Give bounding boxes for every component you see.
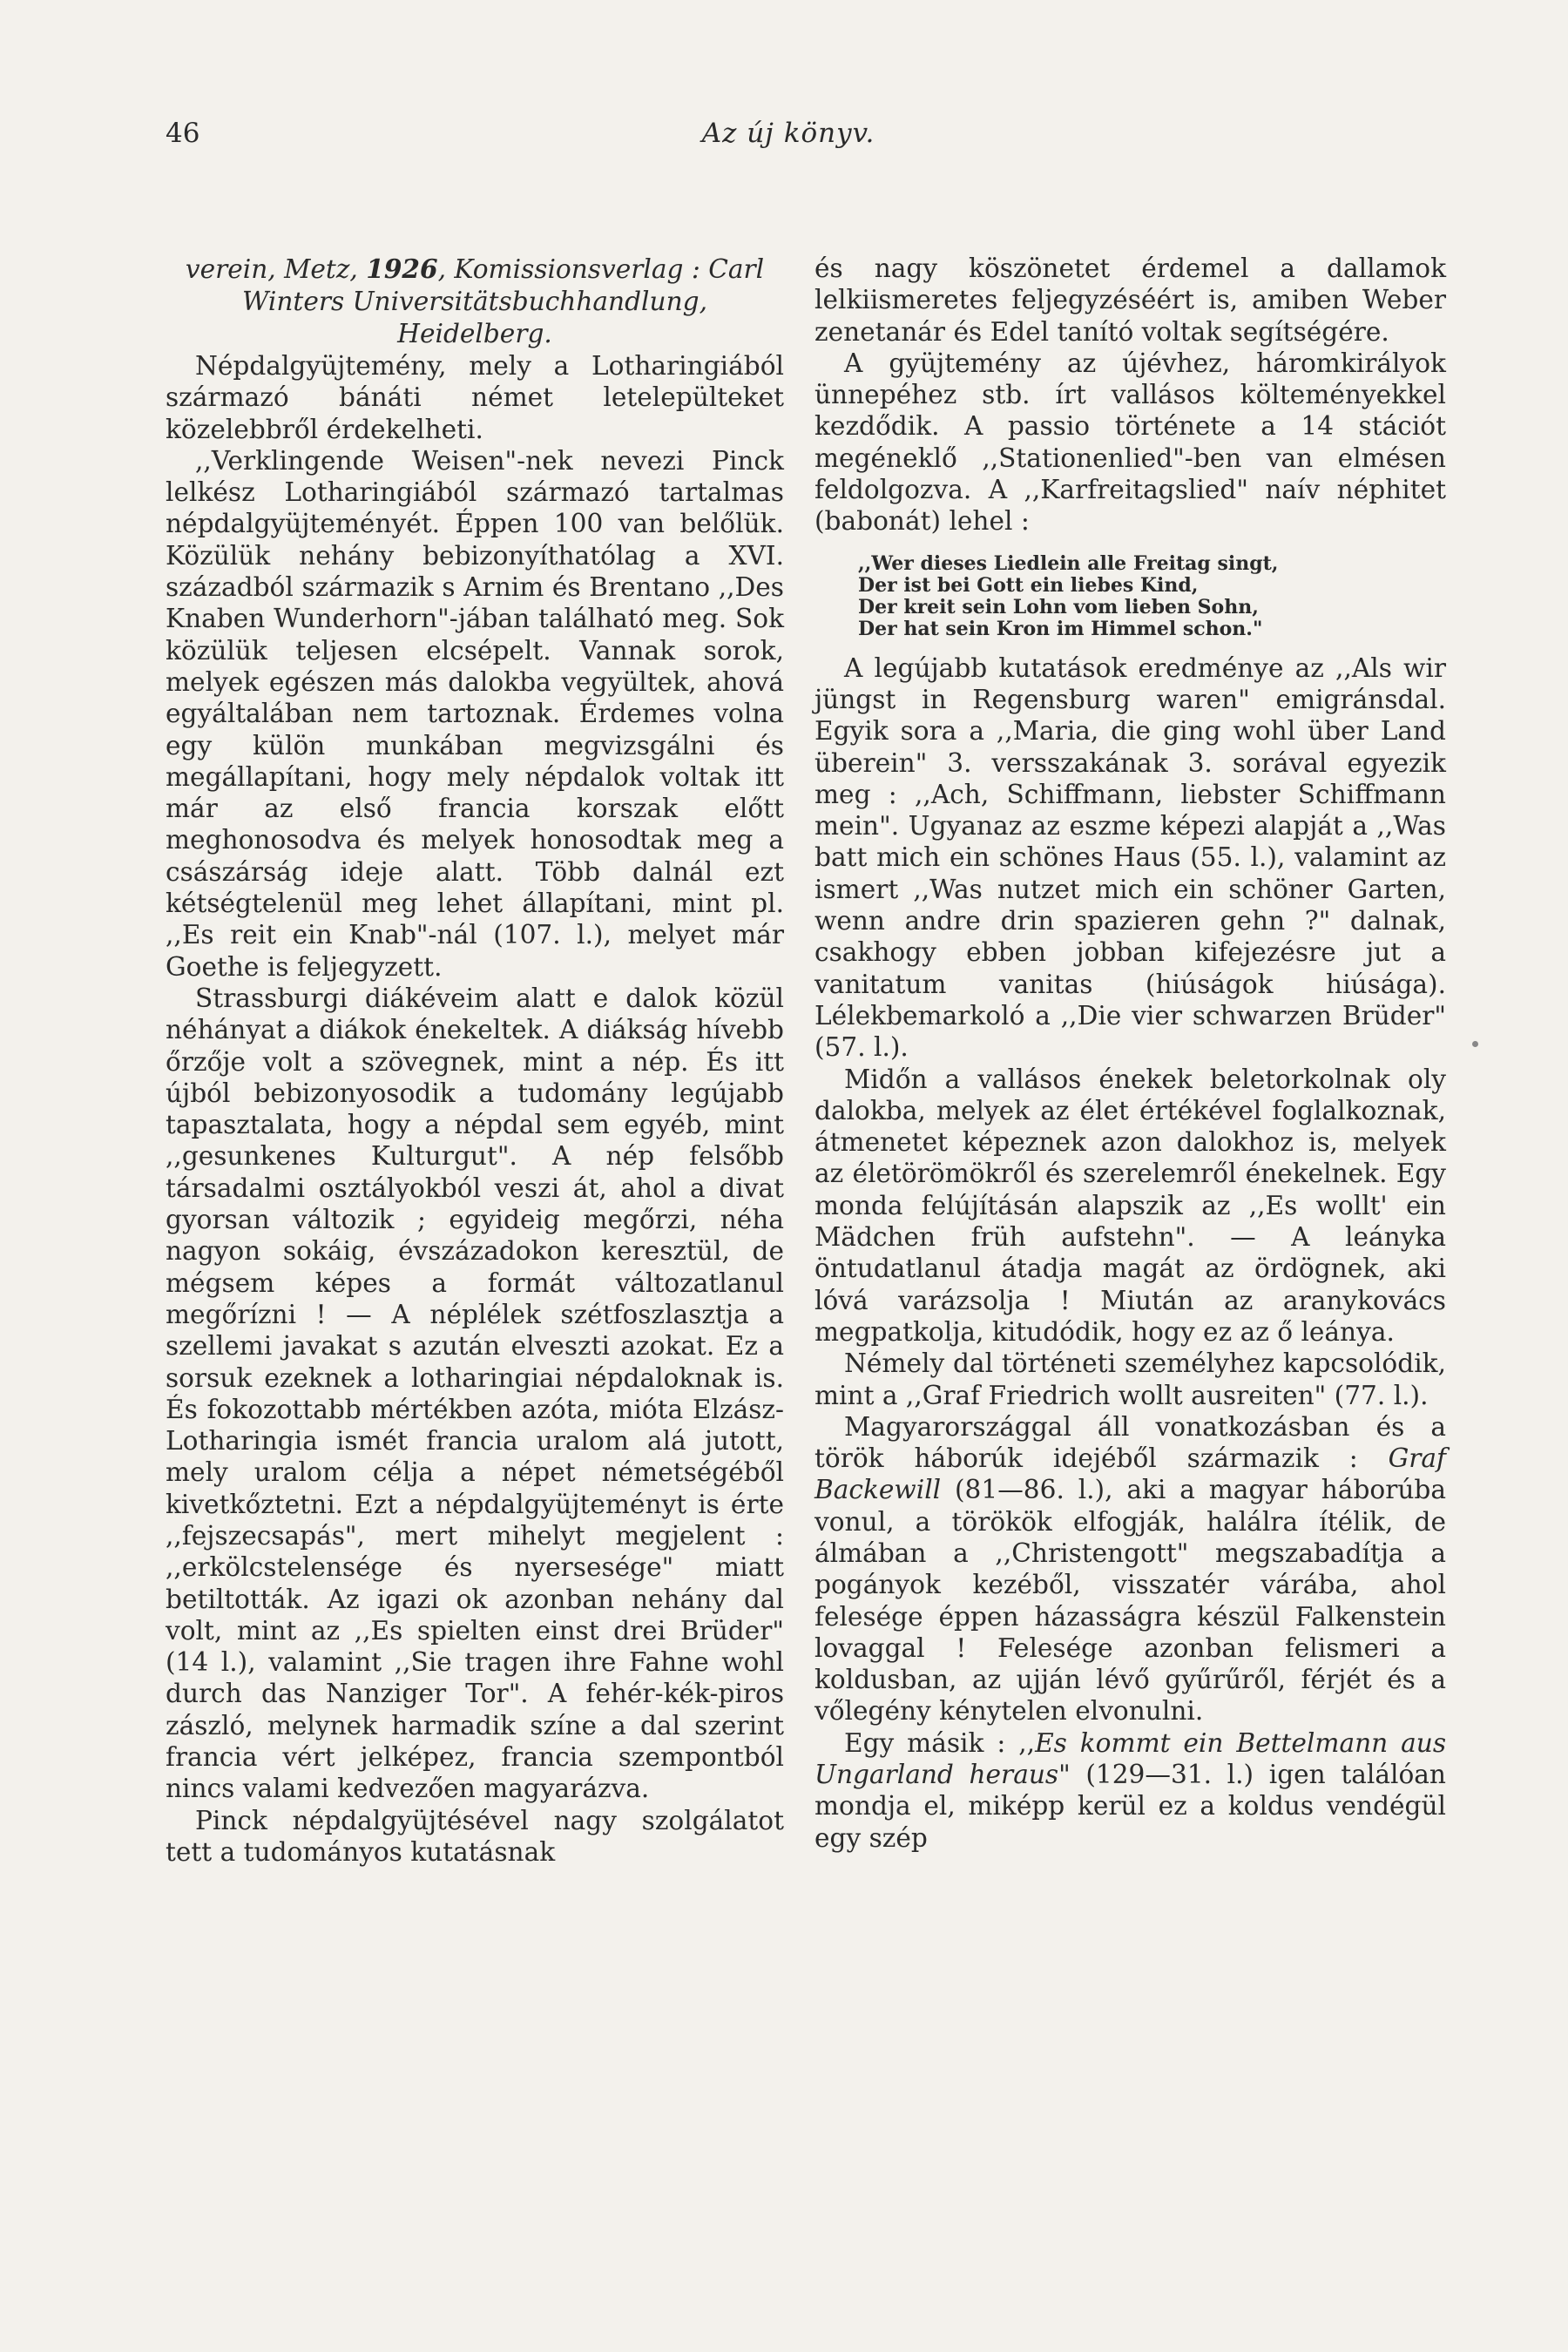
paragraph: Némely dal történeti személyhez kapcsolódik, mint a ,,Graf Friedrich wollt ausreiten" (77. l.). xyxy=(814,1348,1446,1410)
song-title: Es kommt ein Bettelmann aus Ungarland heraus xyxy=(814,1727,1447,1790)
paragraph: Midőn a vallásos énekek beletorkolnak oly dalokba, melyek az élet értékével foglalkoznak, átmenetet képeznek azon dalokhoz is, melyek az életörömökről és szerelemről énekelnek. Egy monda felújításán alapszik az ,,Es wollt' ein Mädchen früh aufstehn". — A leányka öntudatlanul átadja magát az ördögnek, aki lóvá varázsolja ! Miután az aranykovács megpatkolja, kitudódik, hogy ez az ő leánya. xyxy=(814,1064,1446,1347)
paragraph: Pinck népdalgyüjtésével nagy szolgálatot tett a tudományos kutatásnak xyxy=(166,1805,784,1867)
page-mark xyxy=(1472,1041,1478,1047)
right-column xyxy=(814,253,1446,1854)
paragraph xyxy=(814,1727,1446,1854)
paragraph: A gyüjtemény az újévhez, háromkirályok ünnepéhez stb. írt vallásos költeményekkel kezdődik. A passio története a 14 stációt megéneklő ,,Stationenlied"-ben van elmésen feldolgozva. A ,,Karfreitagslied" naív néphitet (babonát) lehel : xyxy=(814,348,1446,537)
page-number: 46 xyxy=(166,118,200,149)
poem-line: ,,Wer dieses Liedlein alle Freitag singt, xyxy=(858,551,1279,575)
bibliographic-entry xyxy=(166,253,784,350)
biblio-part: , Komissionsverlag : Carl Winters Universitätsbuchhandlung, Heidelberg. xyxy=(242,254,765,348)
page-header xyxy=(166,118,1411,170)
poem-line: Der ist bei Gott ein liebes Kind, xyxy=(858,573,1199,597)
poem-line: Der hat sein Kron im Himmel schon." xyxy=(858,617,1263,640)
paragraph: ,,Verklingende Weisen"-nek nevezi Pinck lelkész Lotharingiából származó tartalmas népdalgyüjteményét. Éppen 100 van belőlük. Közülük nehány bebizonyíthatólag a XVI. századból származik s Arnim és Brentano ,,Des Knaben Wunderhorn"-jában található meg. Sok közülük teljesen elcsépelt. Vannak sorok, melyek egészen más dalokba vegyültek, ahová egyáltalában nem tartoznak. Érdemes volna egy külön munkában megvizsgálni és megállapítani, hogy mely népdalok voltak itt már az első francia korszak előtt meghonosodva és melyek honosodtak meg a császárság ideje alatt. Több dalnál ezt kétségtelenül meg lehet állapítani, mint pl. ,,Es reit ein Knab"-nál (107. l.), melyet már Goethe is feljegyzett. xyxy=(166,445,784,982)
paragraph: Strassburgi diákéveim alatt e dalok közül néhányat a diákok énekeltek. A diákság hívebb őrzője volt a szövegnek, mint a nép. És itt újból bebizonyosodik a tudomány legújabb tapasztalata, hogy a népdal sem egyéb, mint ,,gesunkenes Kulturgut". A nép felsőbb társadalmi osztályokból veszi át, ahol a divat gyorsan változik ; egyideig megőrzi, néha nagyon sokáig, évszázadokon keresztül, de mégsem képes a formát változatlanul megőrízni ! — A néplélek szétfoszlasztja a szellemi javakat s azután elveszti azokat. Ez a sorsuk ezeknek a lotharingiai népdaloknak is. És fokozottabb mértékben azóta, mióta Elzász-Lotharingia ismét francia uralom alá jutott, mely uralom célja a népet németségéből kivetkőztetni. Ezt a népdalgyüjteményt is érte ,,fejszecsapás", mert mihelyt megjelent : ,,erkölcstelensége és nyersesége" miatt betiltották. Az igazi ok azonban nehány dal volt, mint az ,,Es spielten einst drei Brüder" (14 l.), valamint ,,Sie tragen ihre Fahne wohl durch das Nanziger Tor". A fehér-kék-piros zászló, melynek harmadik színe a dal szerint francia vért jelképez, francia szempontból nincs valami kedvezően magyarázva. xyxy=(166,983,784,1804)
paragraph: A legújabb kutatások eredménye az ,,Als wir jüngst in Regensburg waren" emigránsdal. Egyik sora a ,,Maria, die ging wohl über Land überein" 3. versszakának 3. sorával egyezik meg : ,,Ach, Schiffmann, liebster Schiffmann mein". Ugyanaz az eszme képezi alapját a ,,Was batt mich ein schönes Haus (55. l.), valamint az ismert ,,Was nutzet mich ein schöner Garten, wenn andre drin spazieren gehn ?" dalnak, csakhogy ebben jobban kifejezésre jut a vanitatum vanitas (hiúságok hiúsága). Lélekbemarkoló a ,,Die vier schwarzen Brüder" (57. l.). xyxy=(814,652,1446,1063)
text-run: Egy másik : ,, xyxy=(844,1727,1036,1758)
paragraph xyxy=(814,1411,1446,1727)
text-run: " (129—31. l.) igen találóan mondja el, miképp kerül ez a koldus vendégül egy szép xyxy=(814,1760,1446,1853)
biblio-year: 1926 xyxy=(366,253,438,284)
left-column xyxy=(166,253,784,1868)
paragraph: Népdalgyüjtemény, mely a Lotharingiából származó bánáti német letelepülteket közelebbről érdekelheti. xyxy=(166,351,784,444)
paragraph: és nagy köszönetet érdemel a dallamok lelkiismeretes feljegyzéséért is, amiben Weber zenetanár és Edel tanító voltak segítségére. xyxy=(814,253,1446,347)
poem-line: Der kreit sein Lohn vom lieben Sohn, xyxy=(858,595,1259,618)
running-title: Az új könyv. xyxy=(701,118,875,149)
text-run: (81—86. l.), aki a magyar háborúba vonul, a törökök elfogják, halálra ítélik, de álmában a ,,Christengott" megszabadítja a pogányok kezéből, visszatér várába, ahol felesége éppen házasságra készül Falkenstein lovaggal ! Felesége azonban felismeri a koldusban, az ujján lévő gyűrűről, férjét és a vőlegény kénytelen elvonulni. xyxy=(814,1475,1446,1727)
biblio-part: verein, Metz, xyxy=(185,254,367,284)
text-run: Magyarországgal áll vonatkozásban és a török háborúk idejéből származik : xyxy=(814,1411,1446,1474)
song-title: Graf Backewill xyxy=(814,1443,1446,1505)
poem-quote xyxy=(858,553,1446,640)
